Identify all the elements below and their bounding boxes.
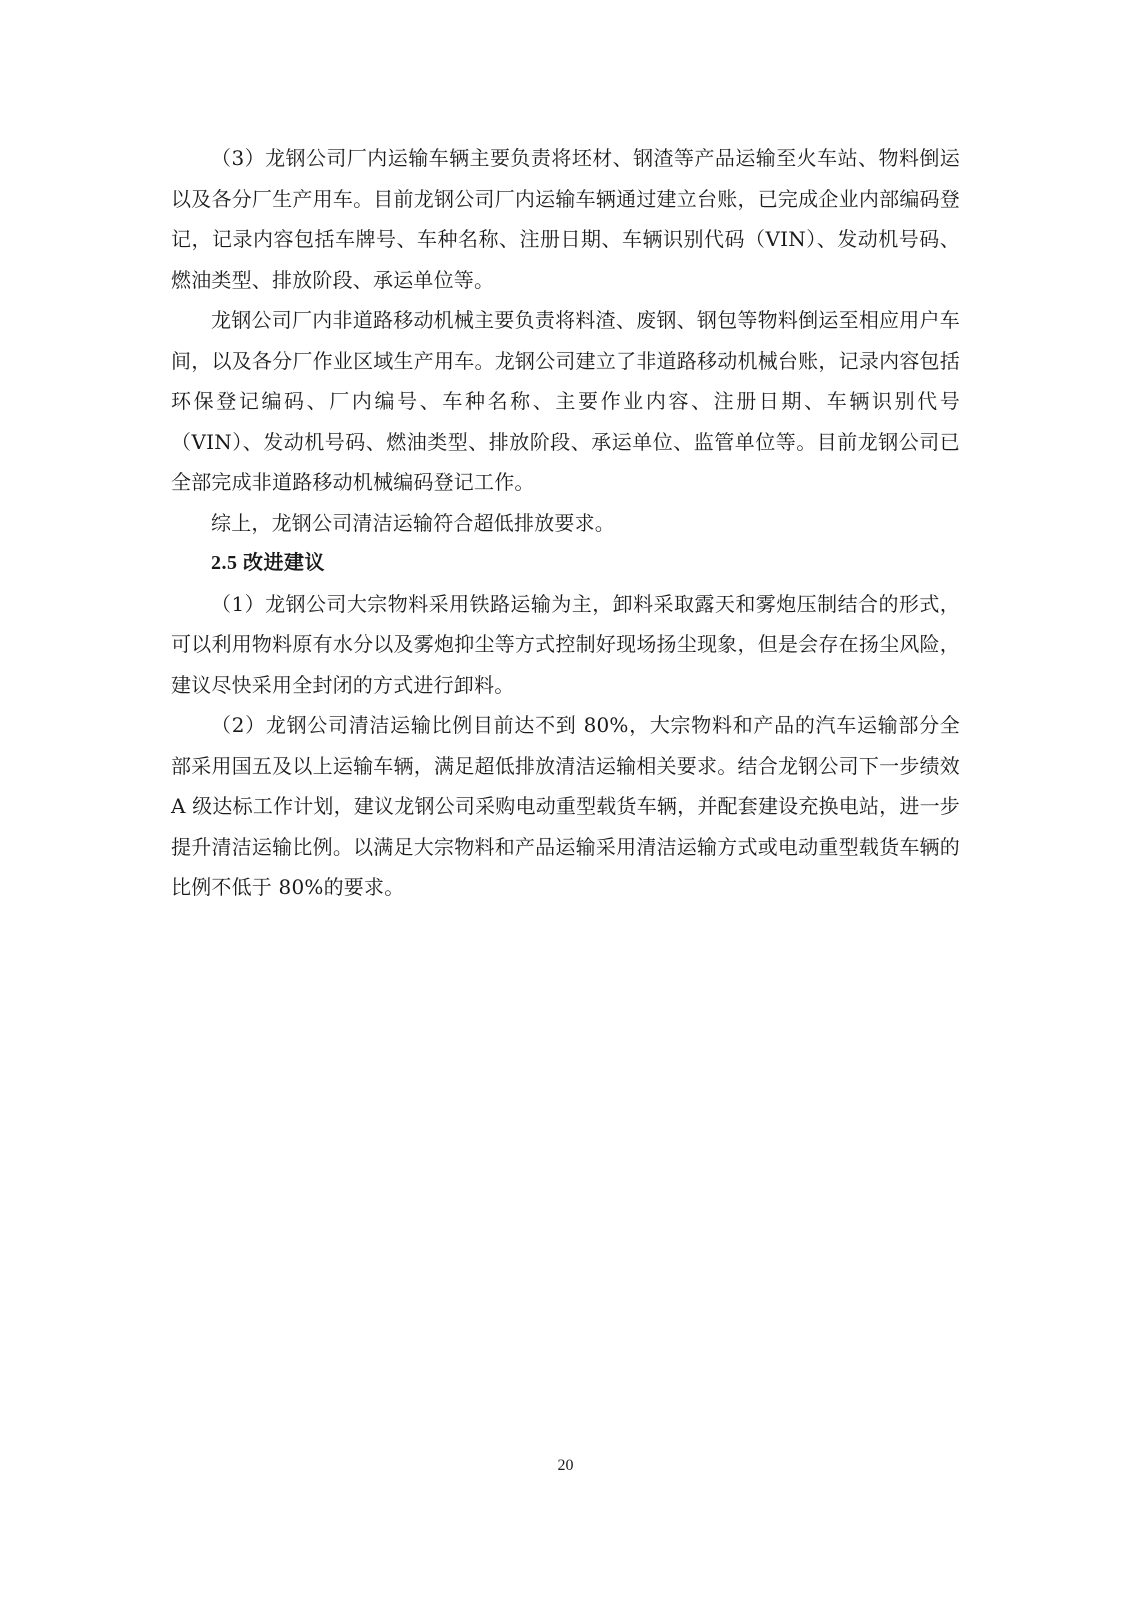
section-heading: 2.5 改进建议 bbox=[211, 552, 325, 574]
paragraph-in-plant-vehicles: （3）龙钢公司厂内运输车辆主要负责将坯材、钢渣等产品运输至火车站、物料倒运以及各分厂生产用车。目前龙钢公司厂内运输车辆通过建立台账，已完成企业内部编码登记，记录内容包括车牌号、车种名称、注册日期、车辆识别代码（VIN）、发动机号码、燃油类型、排放阶段、承运单位等。 bbox=[171, 146, 960, 292]
paragraph-non-road-machinery: 龙钢公司厂内非道路移动机械主要负责将料渣、废钢、钢包等物料倒运至相应用户车间，以及各分厂作业区域生产用车。龙钢公司建立了非道路移动机械台账，记录内容包括环保登记编码、厂内编号、车种名称、主要作业内容、注册日期、车辆识别代号（VIN）、发动机号码、燃油类型、排放阶段、承运单位、监管单位等。目前龙钢公司已全部完成非道路移动机械编码登记工作。 bbox=[171, 308, 960, 494]
paragraph-suggestion-2: （2）龙钢公司清洁运输比例目前达不到 80%，大宗物料和产品的汽车运输部分全部采用国五及以上运输车辆，满足超低排放清洁运输相关要求。结合龙钢公司下一步绩效 A 级达标工作计划，建议龙钢公司采购电动重型载货车辆，并配套建设充换电站，进一步提升清洁运输比例。以满足大宗物料和产品运输采用清洁运输方式或电动重型载货车辆的比例不低于 80%的要求。 bbox=[171, 713, 960, 899]
paragraph-summary: 综上，龙钢公司清洁运输符合超低排放要求。 bbox=[211, 510, 615, 535]
document-body bbox=[171, 138, 960, 908]
paragraph-suggestion-1: （1）龙钢公司大宗物料采用铁路运输为主，卸料采取露天和雾炮压制结合的形式，可以利用物料原有水分以及雾炮抑尘等方式控制好现场扬尘现象，但是会存在扬尘风险，建议尽快采用全封闭的方式进行卸料。 bbox=[171, 591, 960, 697]
page-number: 20 bbox=[557, 1457, 574, 1474]
